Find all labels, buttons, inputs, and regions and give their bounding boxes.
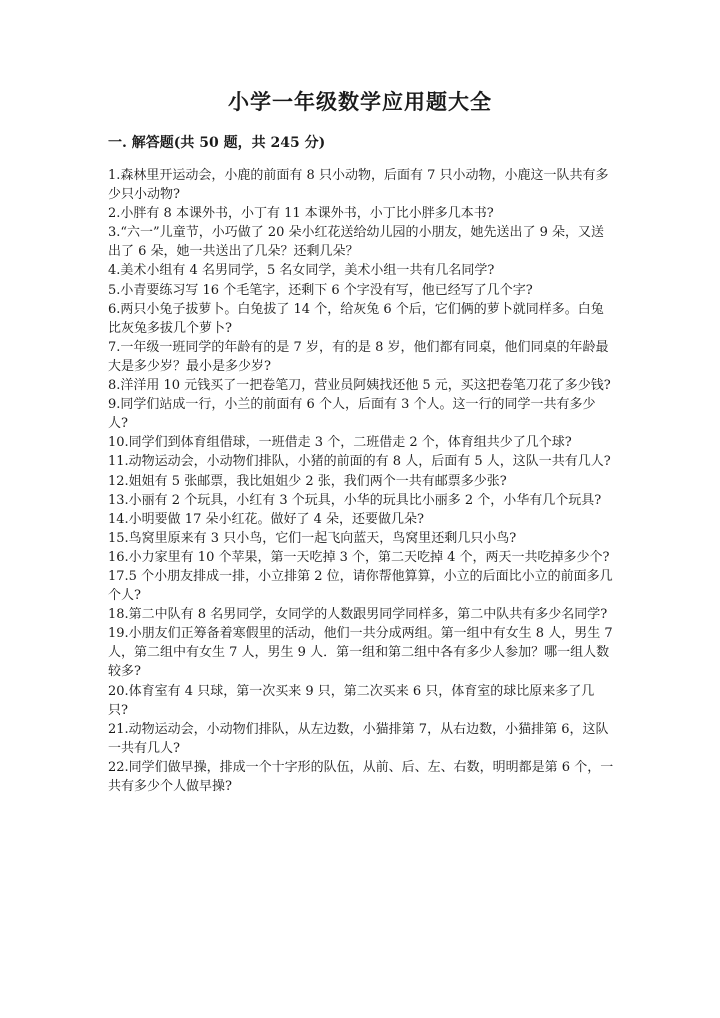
- question-item: 14.小明要做 17 朵小红花。做好了 4 朵，还要做几朵?: [108, 511, 424, 527]
- question-item: 19.小朋友们正筹备着寒假里的活动，他们一共分成两组。第一组中有女生 8 人，男生 7 人，第二组中有女生 7 人，男生 9 人．第一组和第二组中各有多少人参加？哪一组人数较多?: [108, 626, 613, 680]
- question-item: 12.姐姐有 5 张邮票，我比姐姐少 2 张，我们两个一共有邮票多少张?: [108, 473, 507, 489]
- question-item: 4.美术小组有 4 名男同学，5 名女同学，美术小组一共有几名同学?: [108, 263, 495, 279]
- question-item: 1.森林里开运动会，小鹿的前面有 8 只小动物，后面有 7 只小动物，小鹿这一队共有多少只小动物?: [108, 168, 609, 203]
- question-item: 11.动物运动会，小动物们排队，小猪的前面的有 8 人，后面有 5 人，这队一共有几人?: [108, 454, 611, 470]
- question-item: 6.两只小兔子拔萝卜。白兔拔了 14 个，给灰兔 6 个后，它们俩的萝卜就同样多。白兔比灰兔多拔几个萝卜?: [108, 301, 604, 336]
- question-item: 18.第二中队有 8 名男同学，女同学的人数跟男同学同样多，第二中队共有多少名同学?: [108, 607, 608, 623]
- question-item: 7.一年级一班同学的年龄有的是 7 岁，有的是 8 岁，他们都有同桌，他们同桌的年龄最大是多少岁？最小是多少岁?: [108, 339, 609, 374]
- question-item: 16.小力家里有 10 个苹果，第一天吃掉 3 个，第二天吃掉 4 个，两天一共吃掉多少个?: [108, 549, 610, 565]
- question-item: 22.同学们做早操，排成一个十字形的队伍，从前、后、左、右数，明明都是第 6 个，一共有多少个人做早操?: [108, 759, 614, 794]
- question-item: 20.体育室有 4 只球，第一次买来 9 只，第二次买来 6 只，体育室的球比原来多了几只?: [108, 683, 595, 718]
- question-item: 9.同学们站成一行，小兰的前面有 6 个人，后面有 3 个人。这一行的同学一共有多少人?: [108, 397, 596, 432]
- question-item: 2.小胖有 8 本课外书，小丁有 11 本课外书，小丁比小胖多几本书?: [108, 206, 494, 222]
- question-list: [108, 166, 614, 796]
- question-item: 3.“六一”儿童节，小巧做了 20 朵小红花送给幼儿园的小朋友，她先送出了 9 朵，又送出了 6 朵，她一共送出了几朵？还剩几朵？: [108, 225, 605, 260]
- question-item: 15.鸟窝里原来有 3 只小鸟，它们一起飞向蓝天，鸟窝里还剩几只小鸟?: [108, 530, 517, 546]
- question-item: 8.洋洋用 10 元钱买了一把卷笔刀，营业员阿姨找还他 5 元，买这把卷笔刀花了多少钱?: [108, 378, 611, 394]
- question-item: 13.小丽有 2 个玩具，小红有 3 个玩具，小华的玩具比小丽多 2 个，小华有几个玩具?: [108, 492, 602, 508]
- question-item: 17.5 个小朋友排成一排，小立排第 2 位，请你帮他算算，小立的后面比小立的前面多几个人?: [108, 568, 613, 604]
- question-item: 5.小青要练习写 16 个毛笔字，还剩下 6 个字没有写，他已经写了几个字?: [108, 282, 533, 298]
- question-item: 10.同学们到体育组借球，一班借走 3 个，二班借走 2 个，体育组共少了几个球?: [108, 435, 572, 451]
- question-item: 21.动物运动会，小动物们排队，从左边数，小猫排第 7，从右边数，小猫排第 6，这队一共有几人?: [108, 721, 609, 756]
- page-title: 小学一年级数学应用题大全: [228, 89, 492, 114]
- section-heading: 一. 解答题(共 50 题，共 245 分): [108, 135, 326, 151]
